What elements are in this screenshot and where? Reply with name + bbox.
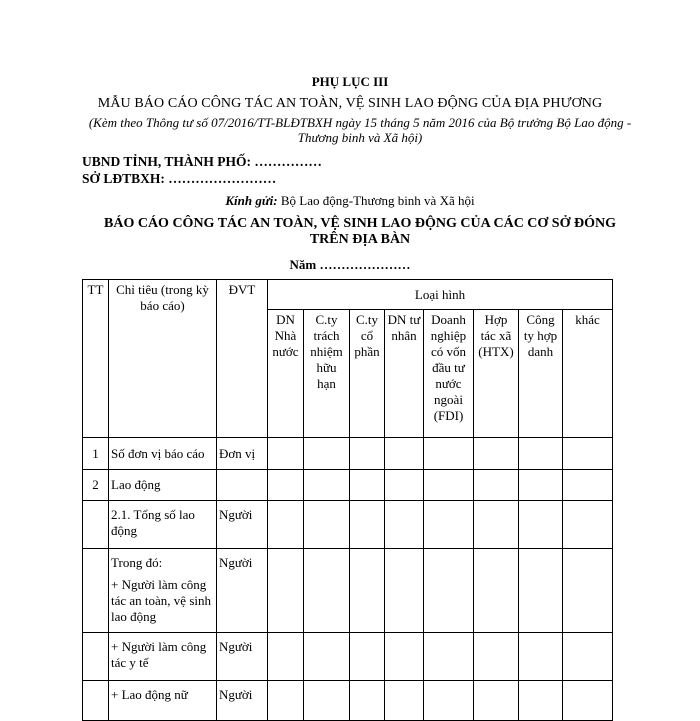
row-tt: 2 <box>83 470 109 501</box>
header-cty-tnhh: C.ty trách nhiệm hữu hạn <box>304 310 350 438</box>
header-tt: TT <box>83 280 109 438</box>
row-unit: Người <box>217 681 268 721</box>
row-label: + Lao động nữ <box>109 681 217 721</box>
ubnd-line: UBND TỈNH, THÀNH PHỐ: …………… <box>82 154 322 169</box>
row-unit: Người <box>217 633 268 681</box>
table-row <box>83 438 613 470</box>
row-label: Số đơn vị báo cáo <box>109 438 217 470</box>
table-row <box>83 633 613 681</box>
row-tt <box>83 501 109 549</box>
row-unit: Người <box>217 549 268 633</box>
row-label-b: + Người làm công tác an toàn, vệ sinh lao động <box>111 577 211 624</box>
row-label: 2.1. Tổng số lao động <box>109 501 217 549</box>
row-unit: Người <box>217 501 268 549</box>
report-table <box>82 279 613 721</box>
row-unit <box>217 470 268 501</box>
header-loai-hinh: Loại hình <box>268 280 613 310</box>
row-tt <box>83 681 109 721</box>
appendix-heading: PHỤ LỤC III <box>311 74 389 89</box>
header-cty-co-phan: C.ty cổ phần <box>350 310 385 438</box>
row-label: + Người làm công tác y tế <box>109 633 217 681</box>
header-chi-tieu: Chỉ tiêu (trong kỳ báo cáo) <box>109 280 217 438</box>
row-label: Lao động <box>109 470 217 501</box>
recipient-value: Bộ Lao động-Thương binh và Xã hội <box>277 193 475 208</box>
header-fdi: Doanh nghiệp có vốn đầu tư nước ngoài (FDI) <box>424 310 474 438</box>
so-ldtbxh-line: SỞ LĐTBXH: …………………… <box>82 171 277 186</box>
report-title: BÁO CÁO CÔNG TÁC AN TOÀN, VỆ SINH LAO ĐỘNG CỦA CÁC CƠ SỞ ĐÓNG TRÊN ĐỊA BÀN <box>104 216 616 247</box>
table-row <box>83 470 613 501</box>
document-title: MẪU BÁO CÁO CÔNG TÁC AN TOÀN, VỆ SINH LAO ĐỘNG CỦA ĐỊA PHƯƠNG <box>97 96 603 111</box>
header-cty-hop-danh: Công ty hợp danh <box>519 310 563 438</box>
row-tt: 1 <box>83 438 109 470</box>
header-dvt: ĐVT <box>217 280 268 438</box>
legal-note: (Kèm theo Thông tư số 07/2016/TT-BLĐTBXH ngày 15 tháng 5 năm 2016 của Bộ trưởng Bộ Lao động - Thương binh và Xã hội) <box>88 115 632 145</box>
recipient-label: Kính gửi: <box>225 193 278 208</box>
row-tt <box>83 633 109 681</box>
header-dn-nha-nuoc: DN Nhà nước <box>268 310 304 438</box>
row-unit: Đơn vị <box>217 438 268 470</box>
table-row <box>83 549 613 633</box>
header-dn-tu-nhan: DN tư nhân <box>385 310 424 438</box>
row-label-a: Trong đó: <box>111 555 163 570</box>
table-row <box>83 681 613 721</box>
recipient-line <box>0 193 700 209</box>
table-row <box>83 501 613 549</box>
header-khac: khác <box>563 310 613 438</box>
report-year: Năm ………………… <box>289 257 411 272</box>
row-label <box>109 549 217 633</box>
row-tt <box>83 549 109 633</box>
header-htx: Hợp tác xã (HTX) <box>474 310 519 438</box>
